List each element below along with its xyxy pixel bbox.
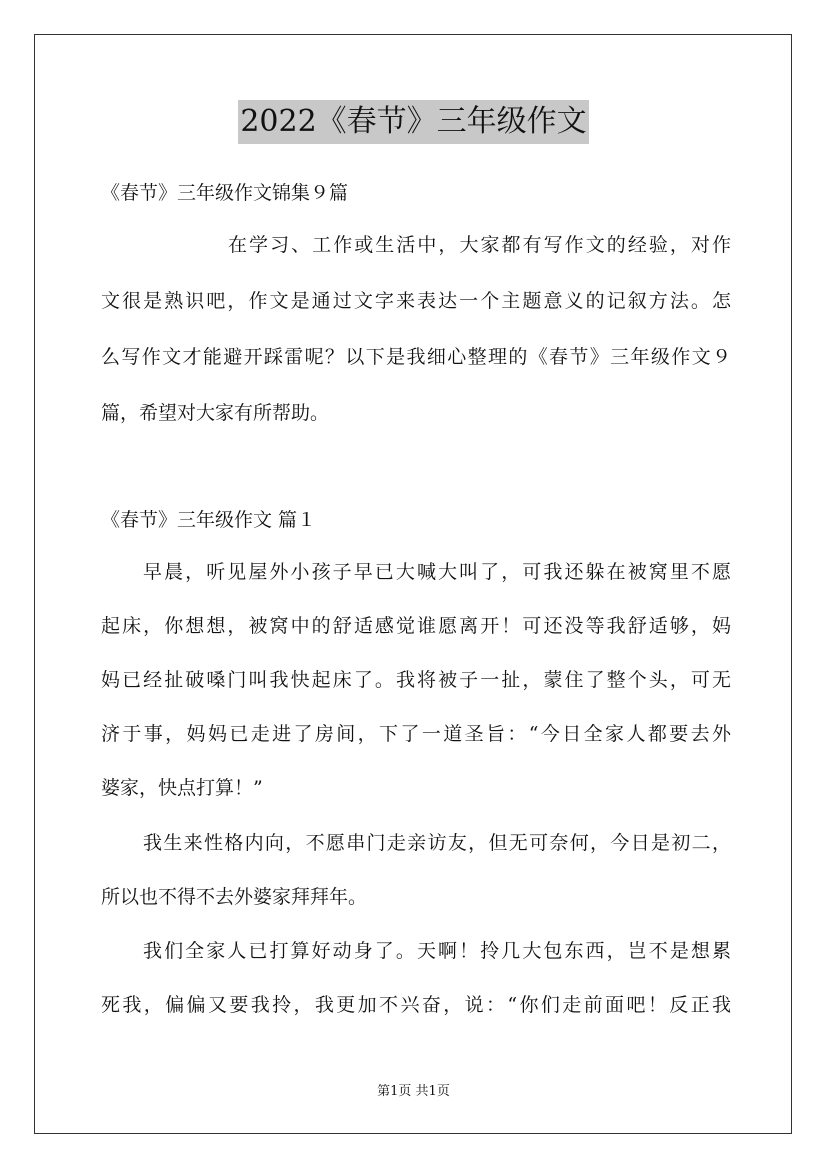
paragraph-2: [101, 828, 731, 912]
paragraph-line: 死我，偏偏又要我拎，我更加不兴奋，说：“你们走前面吧！反正我: [101, 994, 731, 1016]
paragraph-3: [101, 936, 731, 1020]
paragraph-line: 济于事，妈妈已走进了房间，下了一道圣旨：“今日全家人都要去外: [101, 723, 731, 745]
paragraph-line: 妈已经扯破嗓门叫我快起床了。我将被子一扯，蒙住了整个头，可无: [101, 669, 731, 691]
paragraph-line: 所以也不得不去外婆家拜拜年。: [101, 886, 368, 908]
paragraph-line: 我们全家人已打算好动身了。天啊！拎几大包东西，岂不是想累: [143, 940, 731, 962]
section-heading: 《春节》三年级作文 篇１: [101, 509, 317, 531]
intro-line: 文很是熟识吧，作文是通过文字来表达一个主题意义的记叙方法。怎: [101, 290, 731, 312]
paragraph-1: [101, 557, 731, 803]
intro-line: 篇，希望对大家有所帮助。: [101, 402, 330, 424]
paragraph-line: 早晨，听见屋外小孩子早已大喊大叫了，可我还躲在被窝里不愿: [143, 561, 731, 583]
intro-paragraph: [101, 230, 731, 428]
paragraph-line: 起床，你想想，被窝中的舒适感觉谁愿离开！可还没等我舒适够，妈: [101, 615, 731, 637]
document-subtitle: 《春节》三年级作文锦集９篇: [101, 182, 349, 204]
title-container: [0, 100, 827, 144]
paragraph-line: 婆家，快点打算！”: [101, 777, 263, 799]
intro-line: 在学习、工作或生活中，大家都有写作文的经验，对作: [228, 234, 731, 256]
intro-line: 么写作文才能避开踩雷呢？以下是我细心整理的《春节》三年级作文９: [101, 346, 731, 368]
document-title: 2022《春节》三年级作文: [238, 100, 588, 144]
page-footer: 第1页 共1页: [377, 1084, 450, 1099]
paragraph-line: 我生来性格内向，不愿串门走亲访友，但无可奈何，今日是初二，: [143, 832, 731, 854]
